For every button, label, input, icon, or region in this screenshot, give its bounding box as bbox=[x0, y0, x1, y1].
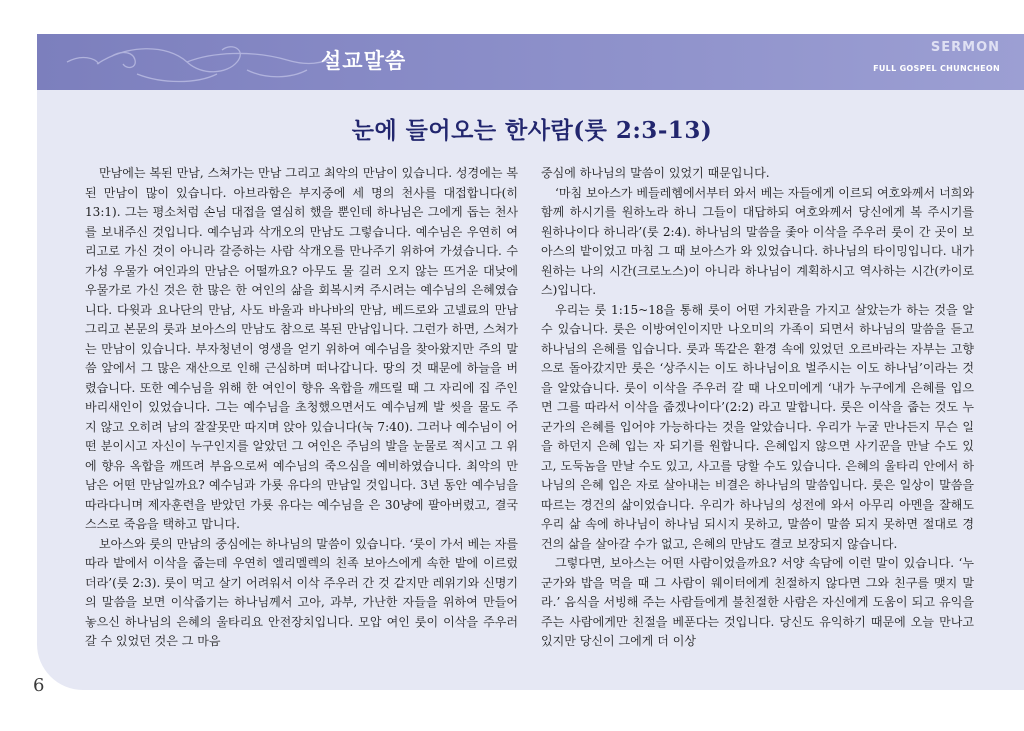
section-title: 설교말씀 bbox=[321, 49, 407, 73]
paragraph: 보아스와 룻의 만남의 중심에는 하나님의 말씀이 있습니다. ‘룻이 가서 베는 자를 따라 밭에서 이삭을 줍는데 우연히 엘리멜렉의 친족 보아스에게 속한 밭에 이르렀더라’(룻 2:3). 룻이 먹고 살기 어려워서 이삭 주우러 간 것 같지만 레위기와 신명기의 말씀을 보면 이삭줍기는 하나님께서 고아, 과부, 가난한 자들을 위하여 만들어 놓으신 하나님의 은혜의 울타리요 안전장치입니다. 모압 여인 룻이 이삭을 주우러 갈 수 있었던 것은 그 마음 bbox=[85, 536, 518, 648]
paragraph-continued: 중심에 하나님의 말씀이 있었기 때문입니다. bbox=[541, 166, 770, 180]
paragraph: 그렇다면, 보아스는 어떤 사람이었을까요? 서양 속담에 이런 말이 있습니다. ‘누군가와 밥을 먹을 때 그 사람이 웨이터에게 친절하지 않다면 그와 친구를 맺지 말라.’ 음식을 서빙해 주는 사람들에게 불친절한 사람은 자신에게 도움이 되고 유익을 주는 사람에게만 친절을 베푼다는 것입니다. 당신도 유익하기 때문에 오늘 만나고 있지만 당신이 그에게 더 이상 bbox=[541, 556, 974, 648]
section-header bbox=[37, 34, 1024, 90]
left-column bbox=[85, 164, 518, 652]
paragraph: ‘마침 보아스가 베들레헴에서부터 와서 베는 자들에게 이르되 여호와께서 너희와 함께 하시기를 원하노라 하니 그들이 대답하되 여호와께서 당신에게 복 주시기를 원하나이다 하니라’(룻 2:4). 하나님의 말씀을 좇아 이삭을 주우러 룻이 간 곳이 보아스의 밭이었고 마침 그 때 보아스가 와 있었습니다. 하나님의 타이밍입니다. 내가 원하는 나의 시간(크로노스)이 아니라 하나님이 계획하시고 역사하는 시간(카이로스)입니다. bbox=[541, 185, 974, 297]
paragraph: 우리는 룻 1:15~18을 통해 룻이 어떤 가치관을 가지고 살았는가 하는 것을 알 수 있습니다. 룻은 이방여인이지만 나오미의 가족이 되면서 하나님의 말씀을 듣고 하나님의 은혜를 입습니다. 룻과 똑같은 환경 속에 있었던 오르바라는 자부는 고향으로 돌아갔지만 룻은 ‘상주시는 이도 하나님이요 벌주시는 이도 하나님’이라는 것을 알았습니다. 룻이 이삭을 주우러 갈 때 나오미에게 ‘내가 누구에게 은혜를 입으면 그를 따라서 이삭을 줍겠나이다’(2:2) 라고 말합니다. 룻은 이삭을 줍는 것도 누군가의 은혜를 입어야 가능하다는 것을 알았습니다. 우리가 누굴 만나든지 무슨 일을 하던지 은혜 입는 자 되기를 원합니다. 은혜입지 않으면 사기꾼을 만날 수도 있고, 도둑놈을 만날 수도 있고, 사고를 당할 수도 있습니다. 은혜의 울타리 안에서 하나님의 은혜 입은 자로 살아내는 비결은 하나님의 말씀입니다. 룻은 일상이 말씀을 따르는 경건의 삶이었습니다. 우리가 하나님의 성전에 와서 아무리 아멘을 잘해도 우리 삶 속에 하나님이 하나님 되시지 못하고, 말씀이 말씀 되지 못하면 절대로 경건의 삶을 살아갈 수가 없고, 은혜의 만남도 결코 보장되지 않습니다. bbox=[541, 302, 974, 551]
paragraph: 만남에는 복된 만남, 스쳐가는 만남 그리고 최악의 만남이 있습니다. 성경에는 복된 만남이 많이 있습니다. 아브라함은 부지중에 세 명의 천사를 대접합니다(히 13:1). 그는 평소처럼 손님 대접을 열심히 했을 뿐인데 하나님은 그에게 돕는 천사를 보내주신 것입니다. 예수님과 삭개오의 만남도 그렇습니다. 예수님은 우연히 여리고로 가신 것이 아니라 갈증하는 사람 삭개오를 만나주기 위하여 가셨습니다. 수가성 우물가 여인과의 만남은 어떨까요? 아무도 물 길러 오지 않는 뜨거운 대낮에 우물가로 가신 것은 한 많은 한 여인의 삶을 회복시켜 주시려는 예수님의 은혜였습니다. 다윗과 요나단의 만남, 사도 바울과 바나바의 만남, 베드로와 고넬료의 만남 그리고 본문의 룻과 보아스의 만남도 참으로 복된 만남입니다. 그런가 하면, 스쳐가는 만남이 있습니다. 부자청년이 영생을 얻기 위하여 예수님을 찾아왔지만 주의 말씀 앞에서 그 많은 재산으로 인해 근심하며 떠나갑니다. 땅의 것 때문에 하늘을 버렸습니다. 또한 예수님을 위해 한 여인이 향유 옥합을 깨뜨릴 때 그 자리에 집 주인 바리새인이 있었습니다. 그는 예수님을 초청했으면서도 예수님께 발 씻을 물도 주지 않고 오히려 남의 잘잘못만 따지며 앉아 있습니다(눅 7:40). 그러나 예수님이 어떤 분이시고 자신이 누구인지를 알았던 그 여인은 주님의 발을 눈물로 적시고 그 위에 향유 옥합을 깨뜨려 부음으로써 예수님의 죽으심을 예비하였습니다. 최악의 만남은 어떤 만남일까요? 예수님과 가룟 유다의 만남일 것입니다. 3년 동안 예수님을 따라다니며 제자훈련을 받았던 가룟 유다는 예수님을 은 30냥에 팔아버렸고, 결국 스스로 죽음을 택하고 맙니다. bbox=[85, 166, 518, 531]
right-column bbox=[541, 164, 974, 652]
ornament-swirl-icon bbox=[37, 34, 367, 90]
sermon-label: SERMON bbox=[930, 40, 1000, 55]
article-title: 눈에 들어오는 한사람(룻 2:3-13) bbox=[351, 117, 713, 144]
church-label: FULL GOSPEL CHUNCHEON bbox=[873, 64, 1000, 73]
page-number: 6 bbox=[33, 675, 45, 696]
